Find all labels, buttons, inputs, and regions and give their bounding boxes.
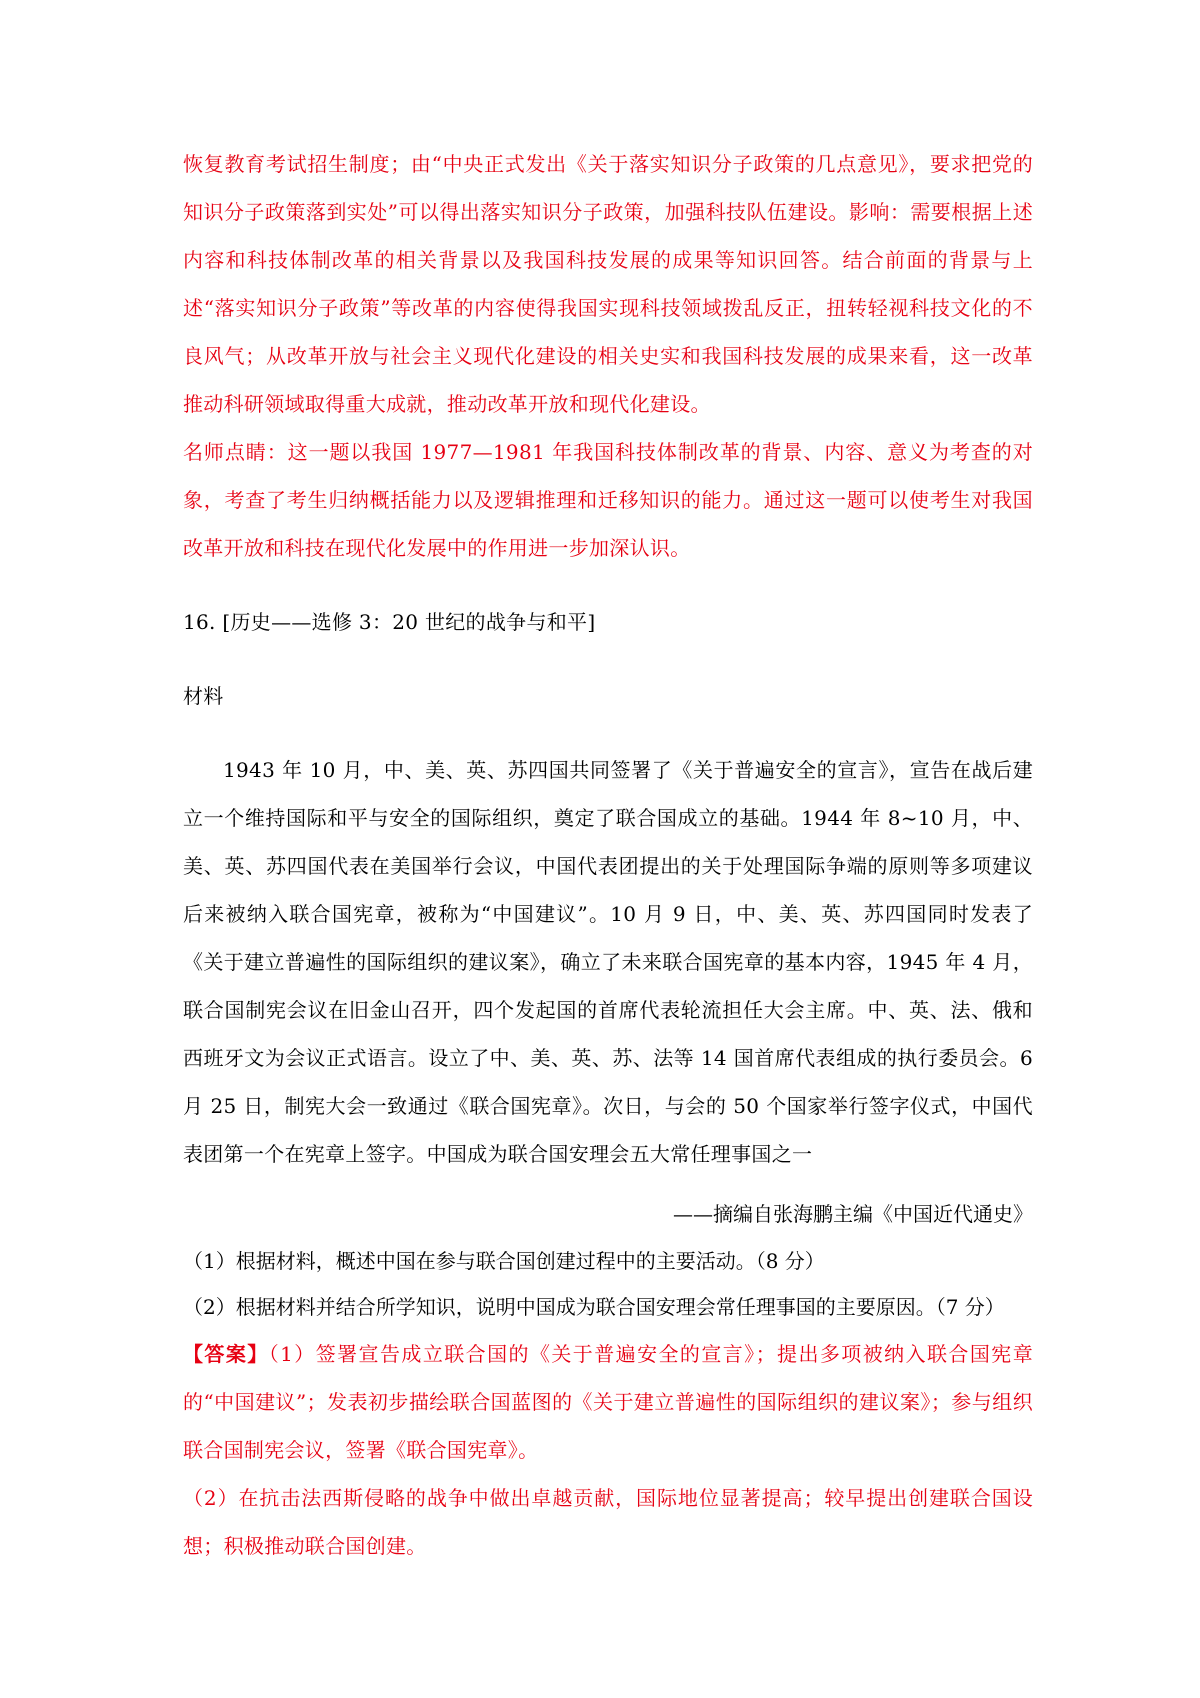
answer-part-1 bbox=[183, 1330, 1033, 1474]
question-part-2: （2）根据材料并结合所学知识，说明中国成为联合国安理会常任理事国的主要原因。（7 分） bbox=[183, 1295, 1005, 1319]
material-label: 材料 bbox=[183, 684, 224, 708]
answer-1-text: （1）签署宣告成立联合国的《关于普遍安全的宣言》；提出多项被纳入联合国宪章的“中国建议”；发表初步描绘联合国蓝图的《关于建立普遍性的国际组织的建议案》；参与组织联合国制宪会议，签署《联合国宪章》。 bbox=[183, 1342, 1033, 1462]
answer-label: 【答案】 bbox=[183, 1342, 269, 1366]
material-text: 1943 年 10 月，中、美、英、苏四国共同签署了《关于普遍安全的宣言》，宣告在战后建立一个维持国际和平与安全的国际组织，奠定了联合国成立的基础。1944 年 8~10 月，中、美、英、苏四国代表在美国举行会议，中国代表团提出的关于处理国际争端的原则等多项建议后来被纳入联合国宪章，被称为“中国建议”。10 月 9 日，中、美、英、苏四国同时发表了《关于建立普遍性的国际组织的建议案》，确立了未来联合国宪章的基本内容，1945 年 4 月，联合国制宪会议在旧金山召开，四个发起国的首席代表轮流担任大会主席。中、英、法、俄和西班牙文为会议正式语言。设立了中、美、英、苏、法等 14 国首席代表组成的执行委员会。6 月 25 日，制宪大会一致通过《联合国宪章》。次日，与会的 50 个国家举行签字仪式，中国代表团第一个在宪章上签字。中国成为联合国安理会五大常任理事国之一 bbox=[183, 758, 1033, 1166]
page-content bbox=[183, 140, 1033, 1570]
material-source: ——摘编自张海鹏主编《中国近代通史》 bbox=[673, 1202, 1033, 1226]
answer-part-2: （2）在抗击法西斯侵略的战争中做出卓越贡献，国际地位显著提高；较早提出创建联合国设想；积极推动联合国创建。 bbox=[183, 1486, 1033, 1558]
analysis-continuation: 恢复教育考试招生制度；由“中央正式发出《关于落实知识分子政策的几点意见》，要求把党的知识分子政策落到实处”可以得出落实知识分子政策，加强科技队伍建设。影响：需要根据上述内容和科技体制改革的相关背景以及我国科技发展的成果等知识回答。结合前面的背景与上述“落实知识分子政策”等改革的内容使得我国实现科技领域拨乱反正，扭转轻视科技文化的不良风气；从改革开放与社会主义现代化建设的相关史实和我国科技发展的成果来看，这一改革推动科研领域取得重大成就，推动改革开放和现代化建设。 bbox=[183, 152, 1033, 416]
question-title: 16. [历史——选修 3：20 世纪的战争与和平] bbox=[183, 610, 596, 634]
teacher-note: 名师点睛：这一题以我国 1977—1981 年我国科技体制改革的背景、内容、意义为考查的对象，考查了考生归纳概括能力以及逻辑推理和迁移知识的能力。通过这一题可以使考生对我国改革开放和科技在现代化发展中的作用进一步加深认识。 bbox=[183, 440, 1033, 560]
question-part-1: （1）根据材料，概述中国在参与联合国创建过程中的主要活动。（8 分） bbox=[183, 1249, 825, 1273]
